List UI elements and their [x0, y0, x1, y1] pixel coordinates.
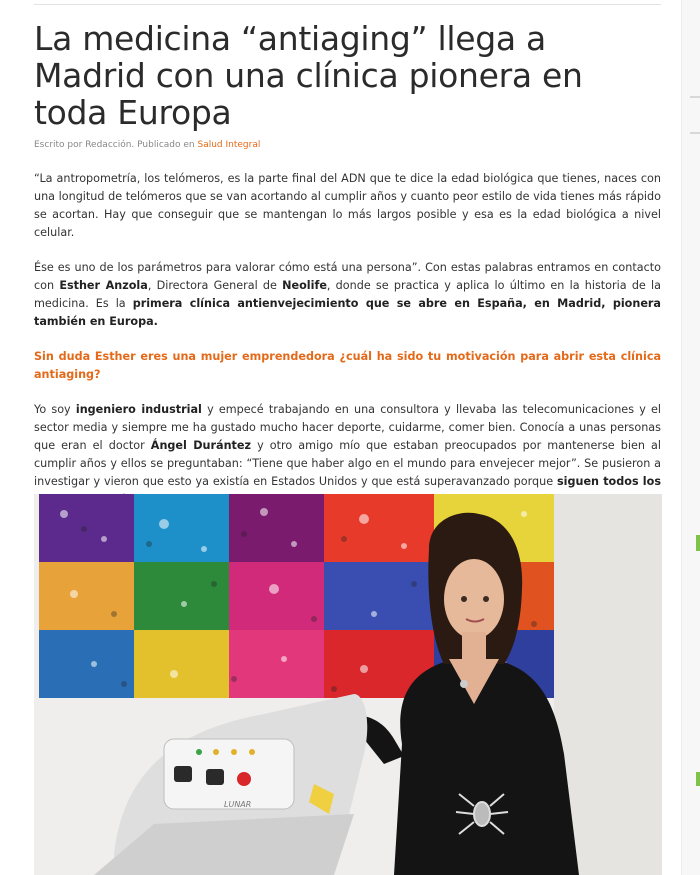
company-name: Neolife: [282, 279, 327, 292]
text-run: , Directora General de: [147, 279, 283, 292]
person-name: Esther Anzola: [59, 279, 148, 292]
sidebar-rule: [690, 132, 700, 134]
sidebar-green-tab-2[interactable]: [696, 772, 700, 786]
person-name: Ángel Durántez: [150, 439, 251, 452]
highlight-text: primera clínica antienvejecimiento que se abre en España, en Madrid, pionera también en Europa.: [34, 297, 661, 328]
sidebar-edge: [681, 0, 700, 875]
text-run: , donde se practica y aplica lo último en la historia de la medicina. Es la: [34, 279, 661, 310]
article-photo: [34, 494, 662, 875]
sidebar-rule: [690, 96, 700, 98]
meta-prefix: Escrito por Redacción. Publicado en: [34, 140, 198, 150]
article-title: La medicina “antiaging” llega a Madrid con una clínica pionera en toda Europa: [34, 19, 583, 132]
paragraph-3: [34, 401, 661, 509]
highlight-text: siguen todos los: [556, 475, 661, 488]
article-body: [34, 170, 661, 526]
machine-brand-label: LUNAR: [224, 800, 252, 809]
paragraph-2: [34, 259, 661, 331]
text-run: y empecé trabajando en una consultora y llevaba las telecomunicaciones y el sector media y siempre me ha gustado mucho hacer deporte, cuidarme, comer bien. Conocía a unas personas que eran el doctor: [34, 403, 661, 452]
photo-illustration: [34, 494, 662, 875]
text-run: Ése es uno de los parámetros para valorar cómo está una persona”. Con estas palabras entramos en contacto con: [34, 261, 661, 292]
paragraph-1: “La antropometría, los telómeros, es la parte final del ADN que te dice la edad biológica que tienes, naces con una longitud de telómeros que se van acortando al cumplir años y cuanto peor estilo de vida tienes más rápido se acortan. Hay que conseguir que se mantengan lo más largos posible y esa es la edad biológica a nivel celular.: [34, 172, 661, 239]
interview-question: Sin duda Esther eres una mujer emprendedora ¿cuál ha sido tu motivación para abrir esta clínica antiaging?: [34, 350, 661, 381]
category-link[interactable]: Salud Integral: [197, 140, 261, 150]
top-divider: [34, 4, 661, 5]
text-run: y otro amigo mío que estaban preocupados por mantenerse bien al cumplir años y ellos se preguntaban: “Tiene que haber algo en el mundo para envejecer mejor”. Se pusieron a investigar y vieron que esto ya existía en Estados Unidos y que está superavanzado porque: [34, 439, 661, 488]
text-run: Yo soy: [34, 403, 76, 416]
article-meta: [34, 140, 260, 150]
highlight-text: ingeniero industrial: [75, 403, 202, 416]
sidebar-green-tab[interactable]: [696, 535, 700, 551]
